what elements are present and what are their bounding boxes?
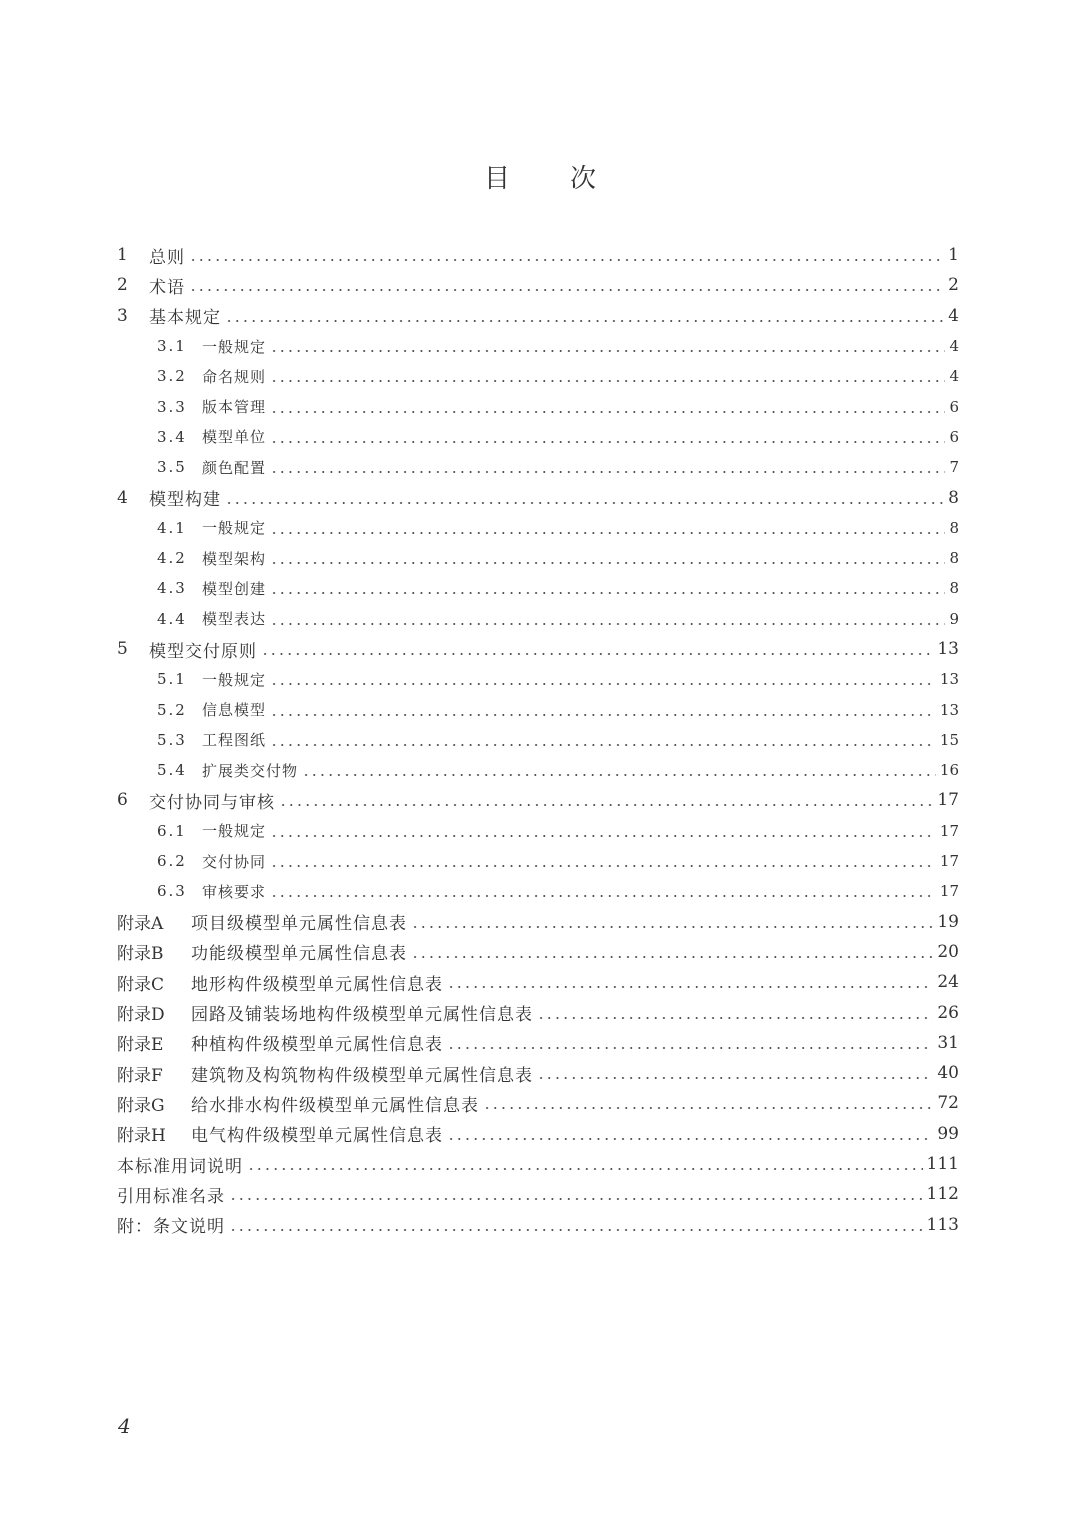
toc-entry-label: 本标准用词说明 (117, 1156, 243, 1177)
toc-entry[interactable] (117, 1119, 959, 1149)
toc-entry[interactable] (117, 1149, 959, 1179)
toc-entry-number: 附录C (117, 974, 165, 995)
toc-entry-number: 附录A (117, 914, 164, 935)
toc-entry-number: 5.3 (157, 730, 187, 749)
toc-entry-page: 72 (937, 1093, 959, 1114)
toc-entry-number: 5.2 (157, 700, 187, 719)
toc-entry[interactable] (117, 1058, 959, 1088)
toc-entry-label: 模型创建 (202, 579, 267, 598)
toc-dot-leader (270, 744, 936, 746)
toc-entry[interactable] (117, 604, 959, 634)
toc-dot-leader (270, 441, 945, 443)
toc-dot-leader (411, 926, 933, 928)
toc-entry-label: 扩展类交付物 (202, 761, 299, 780)
toc-entry-page: 7 (949, 458, 959, 477)
toc-dot-leader (270, 623, 945, 625)
toc-entry[interactable] (117, 422, 959, 452)
toc-entry-number: 6 (117, 790, 128, 811)
toc-entry-number: 附录F (117, 1065, 163, 1086)
toc-entry-page: 26 (937, 1002, 959, 1023)
toc-entry[interactable] (117, 846, 959, 876)
toc-entry-number: 2 (117, 275, 128, 296)
toc-entry-page: 4 (949, 367, 959, 386)
toc-entry-page: 8 (948, 487, 959, 508)
toc-entry[interactable] (117, 967, 959, 997)
toc-entry[interactable] (117, 391, 959, 421)
toc-entry-page: 13 (939, 670, 959, 689)
toc-entry-number: 3.2 (157, 367, 187, 386)
toc-entry[interactable] (117, 1028, 959, 1058)
toc-dot-leader (189, 259, 944, 261)
toc-entry[interactable] (117, 270, 959, 300)
toc-entry[interactable] (117, 876, 959, 906)
toc-dot-leader (447, 1138, 933, 1140)
toc-entry-label: 模型单位 (202, 428, 267, 447)
toc-entry-page: 4 (948, 305, 959, 326)
toc-entry-number: 附录B (117, 944, 164, 965)
toc-entry-page: 17 (939, 821, 959, 840)
toc-dot-leader (270, 562, 945, 564)
toc-entry-page: 8 (949, 579, 959, 598)
toc-entry-number: 3.4 (157, 427, 187, 446)
toc-entry-page: 20 (937, 941, 959, 962)
toc-title (0, 158, 1080, 195)
toc-entry-label: 版本管理 (202, 398, 267, 417)
toc-entry-label: 一般规定 (202, 822, 267, 841)
toc-dot-leader (270, 380, 945, 382)
toc-entry[interactable] (117, 573, 959, 603)
toc-entry-label: 一般规定 (202, 670, 267, 689)
toc-dot-leader (229, 1229, 923, 1231)
toc-entry[interactable] (117, 785, 959, 815)
toc-entry-label: 颜色配置 (202, 458, 267, 477)
toc-title-char-2: 次 (570, 164, 597, 194)
toc-entry-page: 13 (937, 639, 959, 659)
toc-entry-label: 电气构件级模型单元属性信息表 (191, 1126, 443, 1147)
toc-dot-leader (247, 1168, 923, 1170)
toc-entry-page: 24 (937, 972, 959, 993)
toc-entry-label: 基本规定 (149, 308, 221, 329)
toc-entry-number: 6.3 (157, 882, 187, 901)
toc-entry-label: 项目级模型单元属性信息表 (191, 914, 407, 935)
toc-entry[interactable] (117, 755, 959, 785)
toc-entry[interactable] (117, 482, 959, 512)
toc-entry[interactable] (117, 997, 959, 1027)
toc-dot-leader (225, 320, 944, 322)
toc-entry-label: 给水排水构件级模型单元属性信息表 (191, 1095, 479, 1116)
toc-entry-page: 6 (949, 427, 959, 446)
toc-entry-page: 8 (949, 518, 959, 537)
toc-entry-label: 种植构件级模型单元属性信息表 (191, 1035, 443, 1056)
toc-dot-leader (447, 986, 933, 988)
toc-entry[interactable] (117, 543, 959, 573)
toc-entry-number: 附录D (117, 1005, 165, 1026)
toc-entry-page: 9 (949, 609, 959, 628)
toc-entry-number: 4.1 (157, 518, 187, 537)
toc-title-char-1: 目 (483, 164, 510, 194)
toc-entry-page: 1 (948, 245, 959, 266)
toc-entry[interactable] (117, 452, 959, 482)
toc-entry[interactable] (117, 513, 959, 543)
toc-entry[interactable] (117, 816, 959, 846)
toc-dot-leader (225, 502, 944, 504)
toc-entry-label: 术语 (149, 277, 185, 298)
toc-entry-number: 1 (117, 245, 128, 266)
toc-entry-page: 15 (939, 730, 959, 749)
toc-entry[interactable] (117, 634, 959, 664)
toc-entry-number: 5.1 (157, 670, 187, 689)
toc-entry-page: 99 (937, 1123, 959, 1144)
toc-entry-page: 19 (937, 911, 959, 932)
toc-entry-number: 6.2 (157, 852, 187, 871)
toc-entry-page: 2 (948, 275, 959, 296)
toc-dot-leader (279, 804, 933, 806)
toc-dot-leader (261, 653, 933, 655)
toc-entry-number: 5 (117, 639, 128, 659)
toc-entry-label: 一般规定 (202, 337, 267, 356)
toc-dot-leader (302, 774, 936, 776)
toc-entry-page: 16 (939, 761, 959, 780)
toc-dot-leader (447, 1047, 933, 1049)
toc-entry[interactable] (117, 937, 959, 967)
toc-entry-number: 附录H (117, 1126, 166, 1147)
toc-dot-leader (270, 683, 936, 685)
toc-entry-label: 一般规定 (202, 519, 267, 538)
toc-entry[interactable] (117, 361, 959, 391)
toc-entry-page: 17 (939, 852, 959, 871)
toc-entry-number: 3 (117, 305, 128, 326)
toc-entry[interactable] (117, 1088, 959, 1118)
toc-entry-number: 3.5 (157, 458, 187, 477)
toc-entry-label: 模型构建 (149, 490, 221, 511)
toc-entry-page: 113 (926, 1214, 959, 1235)
toc-entry-number: 4.2 (157, 549, 187, 568)
toc-entry[interactable] (117, 725, 959, 755)
toc-entry-label: 附：条文说明 (117, 1217, 225, 1238)
toc-entry-number: 4.3 (157, 579, 187, 598)
toc-entry[interactable] (117, 1210, 959, 1240)
toc-dot-leader (270, 865, 936, 867)
toc-entry-number: 6.1 (157, 821, 187, 840)
toc-dot-leader (537, 1017, 933, 1019)
toc-dot-leader (270, 835, 936, 837)
toc-entry[interactable] (117, 1179, 959, 1209)
toc-entry-page: 13 (939, 700, 959, 719)
toc-entry-label: 地形构件级模型单元属性信息表 (191, 974, 443, 995)
toc-entry[interactable] (117, 240, 959, 270)
toc-entry-label: 交付协同 (202, 852, 267, 871)
toc-entry-number: 3.1 (157, 337, 187, 356)
toc-entry-label: 功能级模型单元属性信息表 (191, 944, 407, 965)
toc-dot-leader (483, 1107, 933, 1109)
toc-dot-leader (189, 289, 944, 291)
toc-entry-label: 总则 (149, 247, 185, 268)
toc-entry-page: 6 (949, 397, 959, 416)
toc-entry-label: 模型表达 (202, 610, 267, 629)
toc-entry-page: 17 (939, 882, 959, 901)
toc-dot-leader (270, 350, 945, 352)
toc-entry-label: 模型架构 (202, 549, 267, 568)
toc-entry-page: 17 (937, 790, 959, 811)
toc-entry-number: 4.4 (157, 609, 187, 628)
toc-dot-leader (229, 1198, 923, 1200)
toc-entry-number: 附录E (117, 1035, 164, 1056)
toc-entry-label: 审核要求 (202, 882, 267, 901)
toc-dot-leader (270, 471, 945, 473)
toc-entry-label: 工程图纸 (202, 731, 267, 750)
toc-entry-number: 附录G (117, 1095, 165, 1116)
toc-entry-label: 园路及铺装场地构件级模型单元属性信息表 (191, 1005, 533, 1026)
toc-dot-leader (270, 895, 936, 897)
toc-dot-leader (270, 411, 945, 413)
toc-entry-page: 4 (949, 337, 959, 356)
toc-dot-leader (411, 956, 933, 958)
toc-entry[interactable] (117, 907, 959, 937)
toc-entry-label: 建筑物及构筑物构件级模型单元属性信息表 (191, 1065, 533, 1086)
toc-entry-number: 5.4 (157, 761, 187, 780)
toc-entry-label: 模型交付原则 (149, 641, 257, 662)
toc-entry-label: 引用标准名录 (117, 1186, 225, 1207)
toc-entry[interactable] (117, 694, 959, 724)
toc-dot-leader (537, 1077, 933, 1079)
table-of-contents (117, 240, 959, 1240)
page-number: 4 (118, 1414, 131, 1438)
toc-entry-page: 8 (949, 549, 959, 568)
toc-dot-leader (270, 592, 945, 594)
toc-entry-page: 111 (926, 1154, 959, 1175)
toc-entry-page: 31 (937, 1032, 959, 1053)
toc-entry-page: 112 (926, 1184, 959, 1205)
toc-entry-number: 4 (117, 487, 128, 508)
toc-entry[interactable] (117, 664, 959, 694)
toc-entry[interactable] (117, 301, 959, 331)
toc-entry-label: 信息模型 (202, 701, 267, 720)
toc-entry-page: 40 (937, 1063, 959, 1084)
toc-entry-number: 3.3 (157, 397, 187, 416)
toc-entry-label: 交付协同与审核 (149, 792, 275, 813)
toc-dot-leader (270, 532, 945, 534)
toc-entry-label: 命名规则 (202, 367, 267, 386)
toc-dot-leader (270, 714, 936, 716)
toc-entry[interactable] (117, 331, 959, 361)
